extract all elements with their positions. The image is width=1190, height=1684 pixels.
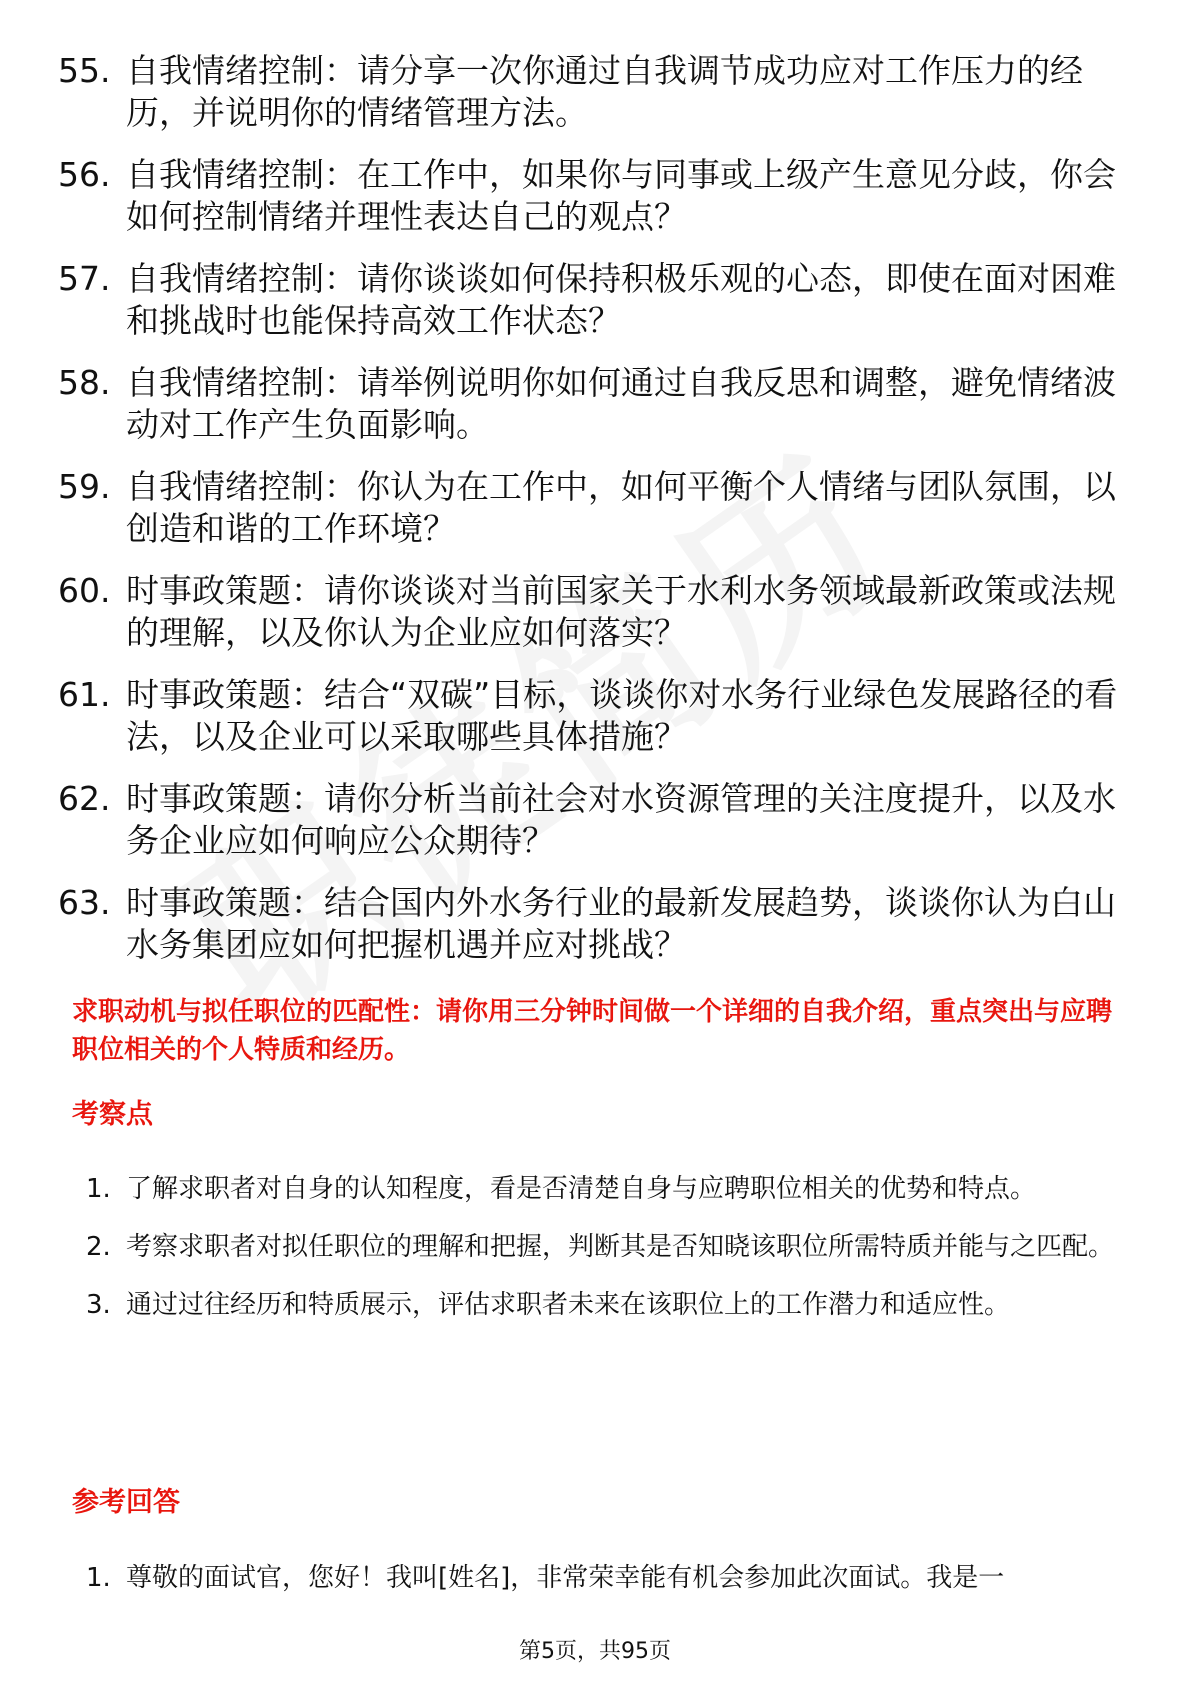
question-item [58, 258, 1118, 342]
question-number: 55. [58, 51, 111, 90]
question-number: 57. [58, 259, 111, 298]
question-text: 时事政策题：请你谈谈对当前国家关于水利水务领域最新政策或法规的理解，以及你认为企业应如何落实？ [126, 571, 1116, 652]
question-number: 62. [58, 779, 111, 818]
question-number: 63. [58, 883, 111, 922]
question-item [58, 362, 1118, 446]
question-number: 56. [58, 155, 111, 194]
question-number: 60. [58, 571, 111, 610]
list-text: 考察求职者对拟任职位的理解和把握，判断其是否知晓该职位所需特质并能与之匹配。 [126, 1232, 1115, 1262]
list-item [86, 1160, 1126, 1218]
question-item [58, 778, 1118, 862]
list-text: 尊敬的面试官，您好！我叫[姓名]，非常荣幸能有机会参加此次面试。我是一 [126, 1563, 1005, 1593]
list-text: 了解求职者对自身的认知程度，看是否清楚自身与应聘职位相关的优势和特点。 [126, 1174, 1037, 1204]
question-item [58, 466, 1118, 550]
question-text: 自我情绪控制：你认为在工作中，如何平衡个人情绪与团队氛围，以创造和谐的工作环境？ [126, 467, 1116, 548]
section-title-reference-answer: 参考回答 [72, 1487, 180, 1518]
question-item [58, 154, 1118, 238]
list-number: 1. [86, 1563, 111, 1593]
reference-answer-list [86, 1549, 1126, 1607]
section-title-exam-points: 考察点 [72, 1099, 153, 1130]
question-item [58, 882, 1118, 966]
question-item [58, 674, 1118, 758]
question-number: 59. [58, 467, 111, 506]
question-headline: 求职动机与拟任职位的匹配性：请你用三分钟时间做一个详细的自我介绍，重点突出与应聘职位相关的个人特质和经历。 [72, 997, 1113, 1065]
exam-points-list [86, 1160, 1126, 1334]
list-number: 3. [86, 1290, 111, 1320]
list-item [86, 1549, 1126, 1607]
list-text: 通过过往经历和特质展示，评估求职者未来在该职位上的工作潜力和适应性。 [126, 1290, 1011, 1320]
question-text: 时事政策题：请你分析当前社会对水资源管理的关注度提升，以及水务企业应如何响应公众期待？ [126, 779, 1116, 860]
question-item [58, 50, 1118, 134]
question-text: 时事政策题：结合国内外水务行业的最新发展趋势，谈谈你认为白山水务集团应如何把握机遇并应对挑战？ [126, 883, 1116, 964]
list-item [86, 1276, 1126, 1334]
question-list [58, 50, 1118, 986]
list-number: 1. [86, 1174, 111, 1204]
question-number: 58. [58, 363, 111, 402]
question-text: 自我情绪控制：请你谈谈如何保持积极乐观的心态，即使在面对困难和挑战时也能保持高效工作状态？ [126, 259, 1116, 340]
question-number: 61. [58, 675, 111, 714]
question-text: 自我情绪控制：请分享一次你通过自我调节成功应对工作压力的经历，并说明你的情绪管理方法。 [126, 51, 1083, 132]
question-text: 自我情绪控制：在工作中，如果你与同事或上级产生意见分歧，你会如何控制情绪并理性表达自己的观点？ [126, 155, 1116, 236]
question-text: 时事政策题：结合“双碳”目标，谈谈你对水务行业绿色发展路径的看法，以及企业可以采取哪些具体措施？ [126, 675, 1118, 756]
question-item [58, 570, 1118, 654]
question-text: 自我情绪控制：请举例说明你如何通过自我反思和调整，避免情绪波动对工作产生负面影响。 [126, 363, 1116, 444]
list-item [86, 1218, 1126, 1276]
list-number: 2. [86, 1232, 111, 1262]
page-number-footer: 第5页，共95页 [519, 1639, 671, 1664]
